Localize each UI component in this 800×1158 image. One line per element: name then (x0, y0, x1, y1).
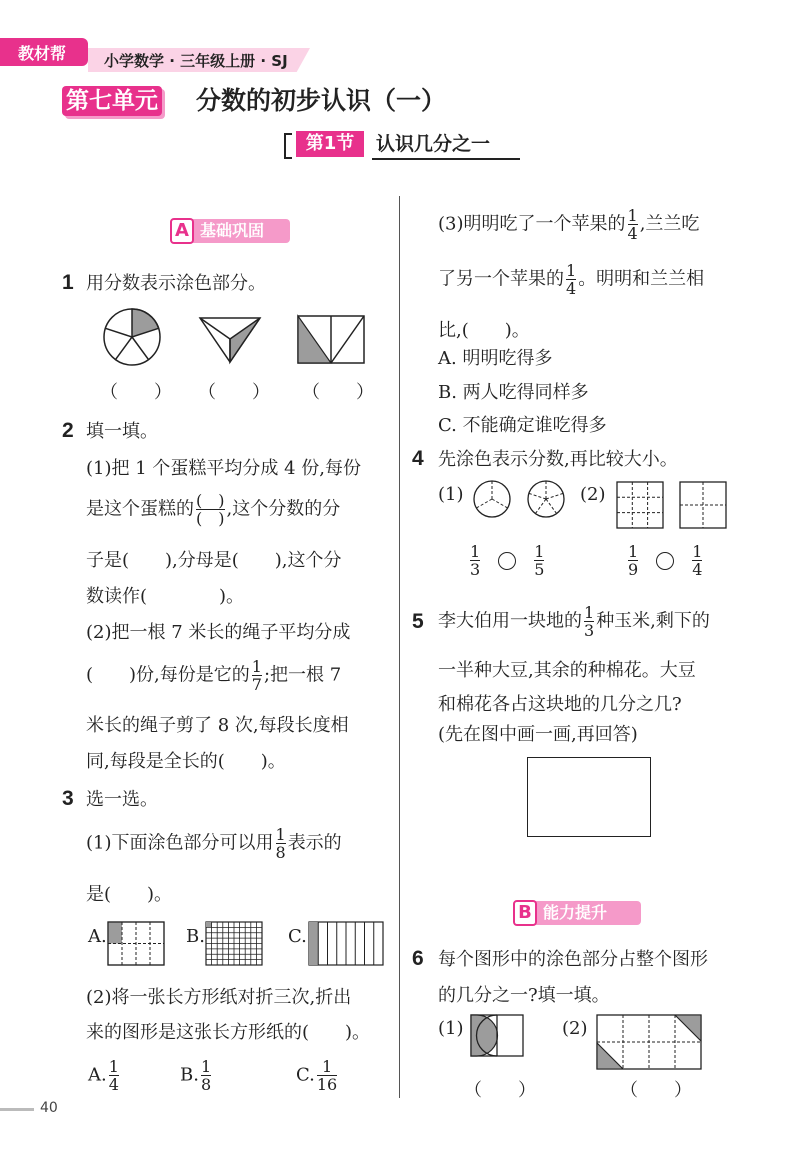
q6-figure-2 (596, 1014, 704, 1072)
q3-p3-line2: 了另一个苹果的 $\frac{1}{4}$ 。明明和兰兰相 (438, 261, 705, 298)
q2-text: 填一填。 (86, 421, 158, 442)
q5-line2: 一半种大豆,其余的种棉花。大豆 (438, 660, 696, 681)
q3-p2-option-a[interactable]: A. $\frac{1}{4}$ (88, 1057, 119, 1094)
q4-squares[interactable] (616, 481, 728, 529)
section-underline (372, 158, 520, 160)
q4-compare-2[interactable]: $\frac{1}{9}$ $\frac{1}{4}$ (628, 542, 703, 579)
fraction-1-3: $\frac{1}{3}$ (584, 603, 595, 640)
q1-rectangle-figure (298, 316, 364, 363)
q6-answer-1[interactable]: （ ） (464, 1080, 536, 1101)
q3-option-b-label[interactable]: B. (186, 926, 205, 947)
q4-sub1-label: (1) (438, 484, 464, 505)
q5-drawing-rectangle[interactable] (527, 757, 651, 837)
q6-figure-1 (470, 1014, 526, 1058)
q3-p3-line3[interactable]: 比,( )。 (438, 320, 530, 341)
q2-p1-line4[interactable]: 数读作( )。 (86, 586, 245, 607)
q5-line3: 和棉花各占这块地的几分之几? (438, 694, 682, 715)
unit-label: 第七单元 (62, 86, 162, 116)
footer-rule (0, 1108, 34, 1111)
fraction-1-7: $\frac{1}{7}$ (251, 657, 262, 694)
section-b-header (513, 901, 641, 925)
section-a-title: 基础巩固 (200, 221, 265, 240)
q1-text: 用分数表示涂色部分。 (86, 273, 266, 294)
q3-text: 选一选。 (86, 789, 158, 810)
unit-title: 分数的初步认识（一） (196, 86, 447, 115)
fraction-1-8: $\frac{1}{8}$ (275, 825, 286, 862)
header-book-title: 小学数学 · 三年级上册 · SJ (104, 52, 288, 70)
q3-p2-line2[interactable]: 来的图形是这张长方形纸的( )。 (86, 1022, 371, 1043)
page-number: 40 (40, 1100, 58, 1116)
q3-p2-option-c[interactable]: C. $\frac{1}{16}$ (296, 1057, 338, 1094)
q1-figures (100, 306, 370, 368)
fraction-1-4: $\frac{1}{4}$ (627, 206, 638, 243)
q2-p2-line3: 米长的绳子剪了 8 次,每段长度相 (86, 715, 349, 736)
q6-number: 6 (412, 947, 424, 970)
q2-number: 2 (62, 419, 74, 442)
q1-answer-3[interactable]: （ ） (302, 382, 374, 403)
q2-p1-line3[interactable]: 子是( ),分母是( ),这个分 (86, 550, 342, 571)
compare-circle-1 (498, 552, 516, 570)
q3-option-a-grid[interactable] (107, 921, 165, 966)
q3-p3-choice-b[interactable]: B. 两人吃得同样多 (438, 382, 589, 403)
q5-number: 5 (412, 610, 424, 633)
q3-p3-line1: (3)明明吃了一个苹果的 $\frac{1}{4}$ ,兰兰吃 (438, 206, 700, 243)
q2-blank-fraction[interactable]: $\frac{( )}{( )}$ (196, 491, 225, 528)
column-divider (399, 196, 400, 1098)
section-label: 第1节 (296, 131, 364, 157)
q5-line4: (先在图中画一画,再回答) (438, 724, 638, 745)
q4-compare-1[interactable]: $\frac{1}{3}$ $\frac{1}{5}$ (470, 542, 545, 579)
q4-text: 先涂色表示分数,再比较大小。 (438, 449, 678, 470)
q3-p3-choice-c[interactable]: C. 不能确定谁吃得多 (438, 415, 607, 436)
section-a-header (170, 219, 290, 243)
q6-line2: 的几分之一?填一填。 (438, 985, 610, 1006)
q3-option-a-label[interactable]: A. (88, 926, 107, 947)
section-b-letter: B (513, 900, 537, 926)
q1-triangle-figure (200, 318, 260, 362)
q2-p1-line2: 是这个蛋糕的 $\frac{( )}{( )}$ ,这个分数的分 (86, 491, 341, 528)
section-title: 认识几分之一 (376, 133, 491, 155)
q1-circle-figure (104, 309, 160, 365)
q2-p2-line4[interactable]: 同,每段是全长的( )。 (86, 751, 286, 772)
q6-answer-2[interactable]: （ ） (620, 1080, 692, 1101)
q3-p2-line1: (2)将一张长方形纸对折三次,折出 (86, 987, 352, 1008)
q5-line1: 李大伯用一块地的 $\frac{1}{3}$ 种玉米,剩下的 (438, 603, 710, 640)
q4-sub2-label: (2) (580, 484, 606, 505)
q3-p1-line2[interactable]: 是( )。 (86, 884, 173, 905)
q3-option-c-grid[interactable] (308, 921, 384, 966)
q6-sub2-label: (2) (562, 1018, 588, 1039)
section-a-letter: A (170, 218, 194, 244)
compare-circle-2 (656, 552, 674, 570)
fraction-1-4b: $\frac{1}{4}$ (566, 261, 577, 298)
q3-number: 3 (62, 787, 74, 810)
q3-p2-option-b[interactable]: B. $\frac{1}{8}$ (180, 1057, 212, 1094)
q3-p1-line1: (1)下面涂色部分可以用 $\frac{1}{8}$ 表示的 (86, 825, 342, 862)
q3-p3-choice-a[interactable]: A. 明明吃得多 (438, 348, 553, 369)
section-b-title: 能力提升 (543, 903, 608, 922)
q2-p1-line1: (1)把 1 个蛋糕平均分成 4 份,每份 (86, 458, 362, 479)
q4-circles[interactable] (472, 478, 568, 522)
q1-answer-2[interactable]: （ ） (198, 382, 270, 403)
q3-option-c-label[interactable]: C. (288, 926, 307, 947)
q2-p2-line1: (2)把一根 7 米长的绳子平均分成 (86, 622, 351, 643)
q1-answer-1[interactable]: （ ） (100, 382, 172, 403)
q6-line1: 每个图形中的涂色部分占整个图形 (438, 949, 708, 970)
q6-sub1-label: (1) (438, 1018, 464, 1039)
section-left-bracket (284, 133, 292, 159)
q2-p2-line2[interactable]: ( )份,每份是它的 $\frac{1}{7}$ ;把一根 7 (86, 657, 342, 694)
q1-number: 1 (62, 271, 74, 294)
q4-number: 4 (412, 447, 424, 470)
q3-option-b-grid[interactable] (205, 921, 263, 966)
header-badge-text: 教材帮 (18, 44, 67, 63)
